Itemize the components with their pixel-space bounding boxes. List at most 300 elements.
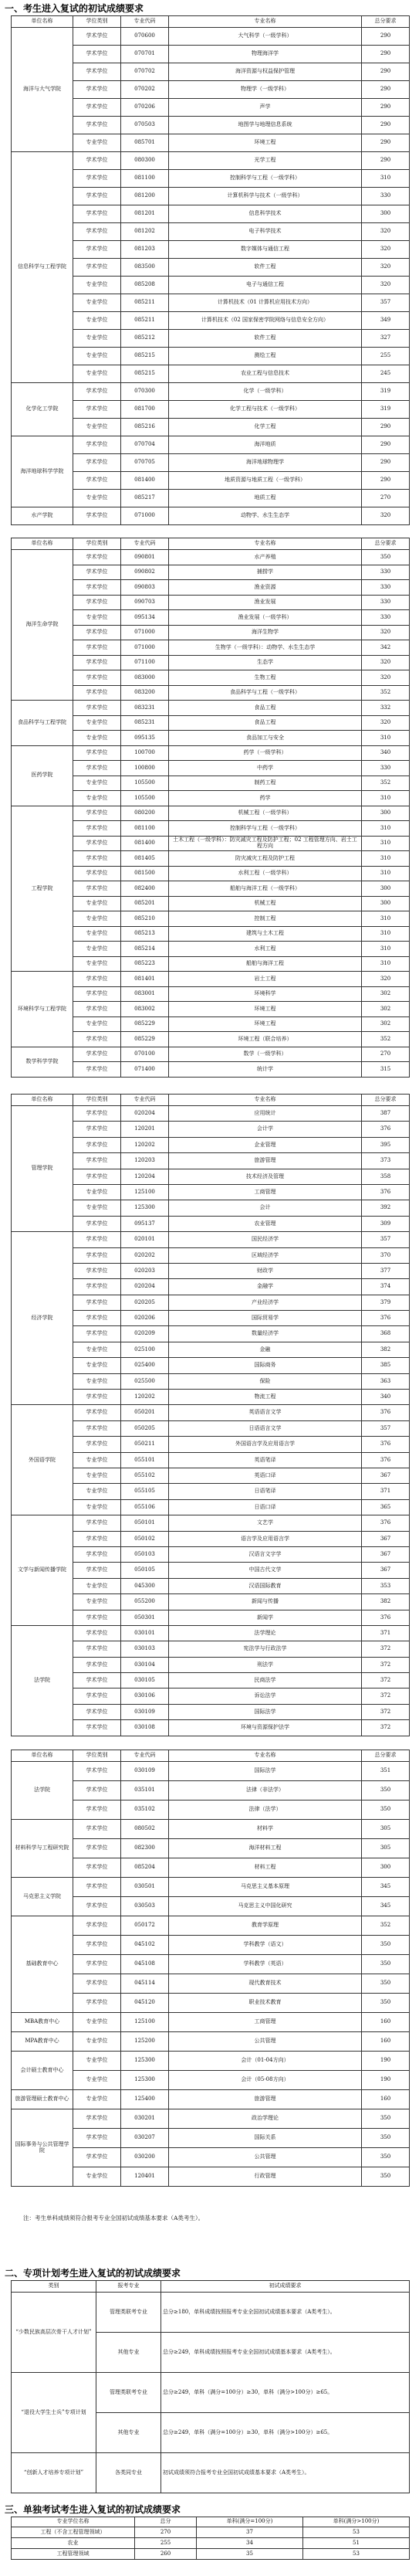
score-cell: 376 [362,1405,410,1420]
name-cell: 环境科学 [169,986,362,1002]
type-cell: 学术学位 [73,1515,121,1531]
name-cell: 环境工程 [169,1002,362,1017]
name-cell: 农业管理 [169,1216,362,1231]
type-cell: 学术学位 [73,205,121,223]
name-cell: 水利工程（一级学科） [169,866,362,881]
code-cell: 071000 [121,640,169,656]
score-cell: 372 [362,1704,410,1719]
total-cell: 270 [135,2527,197,2538]
s3-header-single-100: 单科(满分=100分) [197,2517,303,2527]
score-cell: 372 [362,1657,410,1672]
code-cell: 055106 [121,1499,169,1515]
type-cell: 学术学位 [73,1781,121,1800]
score-cell: 395 [362,1137,410,1152]
name-cell: 化学工程与技术（一级学科） [169,401,362,419]
unit-cell: 海洋与大气学院 [12,28,73,152]
name-cell: 国民经济学 [169,1232,362,1247]
name-cell: 地质工程 [169,490,362,507]
type-cell: 专业学位 [73,348,121,365]
s2-header-category: 类别 [12,2281,96,2293]
type-cell: 学术学位 [73,986,121,1002]
name-cell: 汉语言文字学 [169,1546,362,1562]
code-cell: 020206 [121,1311,169,1326]
name-cell: 测绘工程 [169,348,362,365]
code-cell: 100700 [121,745,169,761]
score-cell: 319 [362,401,410,419]
score-cell: 310 [362,926,410,942]
score-cell: 300 [362,896,410,911]
type-cell: 学术学位 [73,881,121,897]
name-cell: 计算机技术（01 计算机应用技术方向） [169,294,362,312]
unit-cell: 旅游管理硕士教育中心 [12,2090,73,2109]
score-cell: 320 [362,259,410,277]
score-cell: 300 [362,881,410,897]
name-cell: 产业经济学 [169,1295,362,1310]
requirement-cell: 初试成绩须符合报考专业全国初试成绩基本要求（A类考生）。 [161,2453,410,2493]
section-2-title: 二、专项计划考生进入复试的初试成绩要求 [5,2268,181,2279]
type-cell: 学术学位 [73,821,121,837]
name-cell: 生物工程 [169,670,362,686]
unit-cell: 外国语学院 [12,1405,73,1515]
type-cell: 学术学位 [73,1762,121,1781]
code-cell: 120202 [121,1137,169,1152]
type-cell: 学术学位 [73,241,121,259]
major-cell: 其他专业 [96,2413,161,2453]
name-cell: 海洋材料工程 [169,1839,362,1858]
score-cell: 319 [362,383,410,401]
name-cell: 英语笔译 [169,1452,362,1468]
score-cell: 330 [362,188,410,205]
code-cell: 070702 [121,63,169,81]
major-cell: 其他专业 [96,2333,161,2373]
code-cell: 050103 [121,1546,169,1562]
name-cell: 动物学、水生生态学 [169,507,362,525]
score-cell: 385 [362,1358,410,1373]
type-cell: 学术学位 [73,170,121,188]
name-cell: 生物学（一级学科）：动物学、水生生态学 [169,640,362,656]
type-cell: 专业学位 [73,330,121,348]
score-cell: 357 [362,1420,410,1436]
type-cell: 专业学位 [73,731,121,746]
type-cell: 学术学位 [73,1247,121,1263]
table-row [12,2527,410,2538]
table-row [12,436,410,454]
type-cell: 学术学位 [73,1820,121,1839]
name-cell: 政治学理论 [169,2109,362,2129]
table-row [12,2538,410,2549]
code-cell: 125300 [121,2052,169,2071]
code-cell: 080502 [121,1820,169,1839]
score-cell: 320 [362,223,410,241]
requirement-cell: 总分≥249，单科成绩按照报考专业全国初试成绩基本要求（A类考生）。 [161,2333,410,2373]
score-cell: 327 [362,330,410,348]
name-cell: 土木工程（一级学科）：防灾减灾工程及防护工程；02 工程管理方向、岩土工程方向 [169,836,362,851]
type-cell: 学术学位 [73,1420,121,1436]
score-cell: 320 [362,972,410,987]
score-cell: 379 [362,1295,410,1310]
type-cell: 学术学位 [73,1169,121,1184]
section-3-title: 三、单独考试考生进入复试的初试成绩要求 [5,2504,181,2515]
score-cell: 330 [362,595,410,610]
type-cell: 学术学位 [73,1137,121,1152]
table-3 [11,1094,410,1736]
type-cell: 学术学位 [73,1720,121,1736]
score-cell: 358 [362,1169,410,1184]
s3-header-total: 总分 [135,2517,197,2527]
header-name: 专业名称 [169,1095,362,1106]
score-cell: 160 [362,2090,410,2109]
score-cell: 300 [362,1858,410,1878]
name-cell: 电子科学技术 [169,223,362,241]
score-cell: 350 [362,2148,410,2167]
code-cell: 070202 [121,81,169,99]
score-cell: 367 [362,1531,410,1546]
code-cell: 083500 [121,259,169,277]
score-cell: 290 [362,454,410,472]
type-cell: 学术学位 [73,1916,121,1936]
score-cell: 372 [362,1688,410,1704]
name-cell: 旅游管理 [169,1153,362,1169]
name-cell: 船舶与海洋工程（一级学科） [169,881,362,897]
type-cell: 学术学位 [73,1153,121,1169]
code-cell: 120401 [121,2167,169,2187]
unit-cell: 工程学院 [12,806,73,972]
code-cell: 081100 [121,821,169,837]
name-cell: 国际法学 [169,1762,362,1781]
name-cell: 财政学 [169,1263,362,1278]
code-cell: 125400 [121,2090,169,2109]
header-code: 专业代码 [121,16,169,28]
type-cell: 学术学位 [73,565,121,580]
score-cell: 310 [362,911,410,927]
type-cell: 专业学位 [73,1452,121,1468]
type-cell: 学术学位 [73,1641,121,1657]
name-cell: 国际关系 [169,2129,362,2148]
type-cell: 学术学位 [73,401,121,419]
type-cell: 学术学位 [73,99,121,117]
code-cell: 085211 [121,294,169,312]
table-row [12,1515,410,1531]
code-cell: 083002 [121,1002,169,1017]
score-cell: 382 [362,1594,410,1610]
code-cell: 030200 [121,2148,169,2167]
name-cell: 计算机科学与技术（一级学科） [169,188,362,205]
unit-cell: 海洋地球科学学院 [12,436,73,507]
score-cell: 340 [362,1390,410,1405]
s2-header-major: 报考专业 [96,2281,161,2293]
type-cell: 学术学位 [73,152,121,170]
score-cell: 376 [362,1184,410,1200]
score-cell: 300 [362,806,410,821]
name-cell: 法学理论 [169,1625,362,1641]
type-cell: 学术学位 [73,117,121,134]
score-cell: 350 [362,1781,410,1800]
table-row [12,2052,410,2071]
score-cell: 310 [362,791,410,806]
score-cell: 352 [362,776,410,791]
table-row [12,2013,410,2032]
score-cell: 310 [362,942,410,957]
unit-cell: 经济学院 [12,1232,73,1405]
unit-cell: MBA教育中心 [12,2013,73,2032]
table-1 [11,15,410,525]
code-cell: 070206 [121,99,169,117]
name-cell: 日语口译 [169,1499,362,1515]
unit-cell: 环境科学与工程学院 [12,972,73,1047]
type-cell: 专业学位 [73,926,121,942]
name-cell: 中药学 [169,761,362,776]
score-cell: 290 [362,436,410,454]
name-cell: 物流工程 [169,1390,362,1405]
code-cell: 045108 [121,1955,169,1974]
type-cell: 学术学位 [73,745,121,761]
name-cell: 建筑与土木工程 [169,926,362,942]
name-cell: 防灾减灾工程及防护工程 [169,851,362,867]
score-cell: 290 [362,46,410,63]
table-row [12,2293,410,2333]
code-cell: 080300 [121,152,169,170]
score-cell: 290 [362,419,410,436]
code-cell: 085211 [121,312,169,330]
type-cell: 学术学位 [73,580,121,596]
score-cell: 350 [362,1994,410,2013]
type-cell: 专业学位 [73,2013,121,2032]
unit-cell: 基础教育中心 [12,1916,73,2013]
score-cell: 310 [362,836,410,851]
name-cell: 会计学 [169,1122,362,1137]
code-cell: 045300 [121,1578,169,1593]
type-cell: 专业学位 [73,896,121,911]
score-cell: 332 [362,701,410,716]
name-cell: 农业 [12,2538,135,2549]
header-unit: 单位名称 [12,1750,73,1762]
code-cell: 085229 [121,1016,169,1032]
type-cell: 专业学位 [73,134,121,152]
s3-header-single-over100: 单科(满分>100分) [303,2517,410,2527]
unit-cell: 马克思主义学院 [12,1878,73,1916]
code-cell: 085231 [121,715,169,731]
name-cell: 岩土工程 [169,972,362,987]
type-cell: 学术学位 [73,866,121,881]
type-cell: 学术学位 [73,1531,121,1546]
name-cell: 药学（一级学科） [169,745,362,761]
table-4 [11,1750,410,2187]
code-cell: 081700 [121,401,169,419]
score-cell: 190 [362,2052,410,2071]
category-cell: “退役大学生士兵”专项计划 [12,2373,96,2453]
name-cell: 渔业资源 [169,580,362,596]
type-cell: 学术学位 [73,595,121,610]
name-cell: 数量经济学 [169,1326,362,1342]
table-row [12,1625,410,1641]
code-cell: 020101 [121,1232,169,1247]
score-cell: 190 [362,2071,410,2090]
name-cell: 食品工程 [169,701,362,716]
name-cell: 教育学原理 [169,1916,362,1936]
score-cell: 352 [362,1032,410,1047]
unit-cell: 国际事务与公共管理学院 [12,2109,73,2187]
code-cell: 070705 [121,454,169,472]
type-cell: 学术学位 [73,1437,121,1452]
name-cell: 国际商务 [169,1358,362,1373]
code-cell: 083001 [121,986,169,1002]
code-cell: 120201 [121,1122,169,1137]
score-cell: 302 [362,986,410,1002]
unit-cell: 水产学院 [12,507,73,525]
code-cell: 125300 [121,1200,169,1216]
type-cell: 学术学位 [73,972,121,987]
type-cell: 专业学位 [73,294,121,312]
header-unit: 单位名称 [12,538,73,550]
type-cell: 学术学位 [73,1106,121,1122]
code-cell: 030109 [121,1762,169,1781]
type-cell: 学术学位 [73,223,121,241]
code-cell: 035101 [121,1781,169,1800]
header-score: 总分要求 [362,1750,410,1762]
code-cell: 035102 [121,1800,169,1820]
type-cell: 学术学位 [73,1955,121,1974]
code-cell: 030101 [121,1625,169,1641]
single-100-cell: 34 [197,2538,303,2549]
score-cell: 310 [362,170,410,188]
code-cell: 120203 [121,1153,169,1169]
name-cell: 会计（01-04方向） [169,2052,362,2071]
type-cell: 学术学位 [73,454,121,472]
name-cell: 日语语言文学 [169,1420,362,1436]
score-cell: 357 [362,1232,410,1247]
score-cell: 350 [362,1974,410,1994]
type-cell: 专业学位 [73,1594,121,1610]
name-cell: 新闻学 [169,1610,362,1625]
requirement-cell: 总分≥249，单科（满分=100分）≥30，单科（满分>100分）≥65。 [161,2413,410,2453]
type-cell: 学术学位 [73,436,121,454]
code-cell: 071000 [121,625,169,640]
score-cell: 376 [362,1437,410,1452]
score-cell: 367 [362,1563,410,1578]
name-cell: 机械工程 [169,896,362,911]
name-cell: 会计（05-08方向） [169,2071,362,2090]
name-cell: 生态学 [169,655,362,670]
unit-cell: 文学与新闻传播学院 [12,1515,73,1626]
type-cell: 学术学位 [73,1405,121,1420]
name-cell: 化学（一级学科） [169,383,362,401]
table-row [12,28,410,46]
score-cell: 367 [362,1468,410,1483]
table-row [12,745,410,761]
code-cell: 050105 [121,1563,169,1578]
table-row [12,1405,410,1420]
score-cell: 345 [362,1897,410,1916]
code-cell: 045114 [121,1974,169,1994]
category-cell: “创新人才培养专项计划” [12,2453,96,2493]
code-cell: 030104 [121,1657,169,1672]
table-2 [11,538,410,1078]
table-row [12,1916,410,1936]
header-name: 专业名称 [169,16,362,28]
type-cell: 学术学位 [73,1994,121,2013]
name-cell: 食品科学与工程（一级学科） [169,685,362,701]
code-cell: 030105 [121,1673,169,1688]
code-cell: 085215 [121,348,169,365]
name-cell: 海洋生物学 [169,625,362,640]
score-cell: 350 [362,1800,410,1820]
type-cell: 学术学位 [73,1122,121,1137]
name-cell: 国际贸易学 [169,1311,362,1326]
code-cell: 025100 [121,1342,169,1357]
type-cell: 专业学位 [73,2071,121,2090]
name-cell: 马克思主义基本原理 [169,1878,362,1897]
name-cell: 外国语言学及应用语言学 [169,1437,362,1452]
type-cell: 学术学位 [73,1625,121,1641]
unit-cell: 医药学院 [12,745,73,806]
code-cell: 081400 [121,472,169,490]
type-cell: 学术学位 [73,1610,121,1625]
score-cell: 290 [362,134,410,152]
score-cell: 310 [362,956,410,972]
code-cell: 020209 [121,1326,169,1342]
code-cell: 085701 [121,134,169,152]
type-cell: 专业学位 [73,610,121,626]
name-cell: 控制科学与工程（一级学科） [169,170,362,188]
code-cell: 100800 [121,761,169,776]
name-cell: 环境工程（联合培养） [169,1032,362,1047]
code-cell: 070701 [121,46,169,63]
type-cell: 学术学位 [73,1704,121,1719]
type-cell: 学术学位 [73,383,121,401]
type-cell: 专业学位 [73,1373,121,1389]
score-cell: 320 [362,715,410,731]
type-cell: 专业学位 [73,419,121,436]
type-cell: 专业学位 [73,911,121,927]
name-cell: 金融 [169,1342,362,1357]
code-cell: 081400 [121,836,169,851]
table-row [12,507,410,525]
score-cell: 160 [362,2032,410,2052]
code-cell: 030201 [121,2109,169,2129]
header-code: 专业代码 [121,1750,169,1762]
name-cell: 金融学 [169,1279,362,1295]
name-cell: 海洋地球物理学 [169,454,362,472]
score-cell: 270 [362,1047,410,1062]
name-cell: 工程管理领域 [12,2549,135,2560]
table-row [12,972,410,987]
unit-cell: 材料科学与工程研究院 [12,1820,73,1878]
code-cell: 095134 [121,610,169,626]
type-cell: 学术学位 [73,1858,121,1878]
type-cell: 专业学位 [73,1016,121,1032]
code-cell: 080200 [121,806,169,821]
score-cell: 372 [362,1641,410,1657]
table-row [12,1232,410,1247]
type-cell: 学术学位 [73,1839,121,1858]
type-cell: 学术学位 [73,1232,121,1247]
table-4-note: 注：考生单科成绩须符合报考专业全国初试成绩基本要求（A类考生）。 [23,2215,204,2221]
section-1-title: 一、考生进入复试的初试成绩要求 [5,3,144,14]
code-cell: 020202 [121,1247,169,1263]
table-row [12,806,410,821]
code-cell: 030207 [121,2129,169,2148]
type-cell: 学术学位 [73,1878,121,1897]
code-cell: 055200 [121,1594,169,1610]
score-cell: 330 [362,610,410,626]
name-cell: 声学 [169,99,362,117]
table-row [12,2090,410,2109]
unit-cell: 管理学院 [12,1106,73,1232]
type-cell: 学术学位 [73,507,121,525]
unit-cell: 海洋生命学院 [12,550,73,701]
code-cell: 030106 [121,1688,169,1704]
header-type: 学位类别 [73,1095,121,1106]
